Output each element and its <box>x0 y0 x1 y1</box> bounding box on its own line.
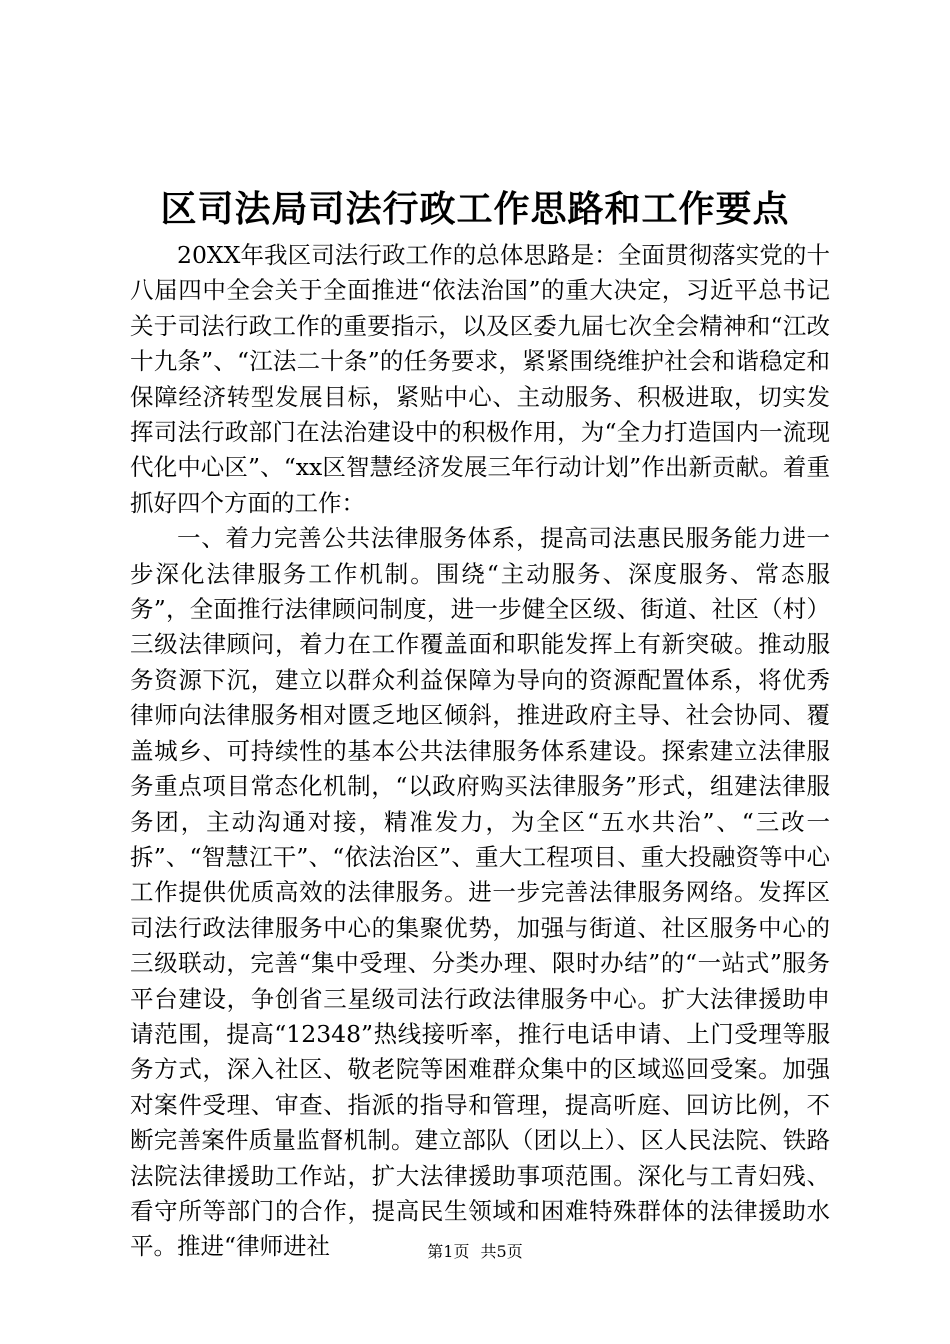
paragraph-overview: 20XX年我区司法行政工作的总体思路是：全面贯彻落实党的十八届四中全会关于全面推进“依法治国”的重大决定，习近平总书记关于司法行政工作的重要指示，以及区委九届七次全会精神和“江改十九条”、“江法二十条”的任务要求，紧紧围绕维护社会和谐稳定和保障经济转型发展目标，紧贴中心、主动服务、积极进取，切实发挥司法行政部门在法治建设中的积极作用，为“全力打造国内一流现代化中心区”、“xx区智慧经济发展三年行动计划”作出新贡献。着重抓好四个方面的工作： <box>130 241 830 517</box>
page-number: 第1页 <box>427 1242 470 1261</box>
document-body <box>130 238 830 1265</box>
document-title: 区司法局司法行政工作思路和工作要点 <box>160 188 790 230</box>
page-footer <box>0 1241 950 1263</box>
page-total: 共5页 <box>480 1242 523 1261</box>
paragraph-section-one: 一、着力完善公共法律服务体系，提高司法惠民服务能力进一步深化法律服务工作机制。围绕“主动服务、深度服务、常态服务”，全面推行法律顾问制度，进一步健全区级、街道、社区（村）三级法律顾问，着力在工作覆盖面和职能发挥上有新突破。推动服务资源下沉，建立以群众利益保障为导向的资源配置体系，将优秀律师向法律服务相对匮乏地区倾斜，推进政府主导、社会协同、覆盖城乡、可持续性的基本公共法律服务体系建设。探索建立法律服务重点项目常态化机制，“以政府购买法律服务”形式，组建法律服务团，主动沟通对接，精准发力，为全区“五水共治”、“三改一拆”、“智慧江干”、“依法治区”、重大工程项目、重大投融资等中心工作提供优质高效的法律服务。进一步完善法律服务网络。发挥区司法行政法律服务中心的集聚优势，加强与街道、社区服务中心的三级联动，完善“集中受理、分类办理、限时办结”的“一站式”服务平台建设，争创省三星级司法行政法律服务中心。扩大法律援助申请范围，提高“12348”热线接听率，推行电话申请、上门受理等服务方式，深入社区、敬老院等困难群众集中的区域巡回受案。加强对案件受理、审查、指派的指导和管理，提高听庭、回访比例，不断完善案件质量监督机制。建立部队（团以上）、区人民法院、铁路法院法律援助工作站，扩大法律援助事项范围。深化与工青妇残、看守所等部门的合作，提高民生领域和困难特殊群体的法律援助水平。推进“律师进社 <box>130 524 830 1261</box>
